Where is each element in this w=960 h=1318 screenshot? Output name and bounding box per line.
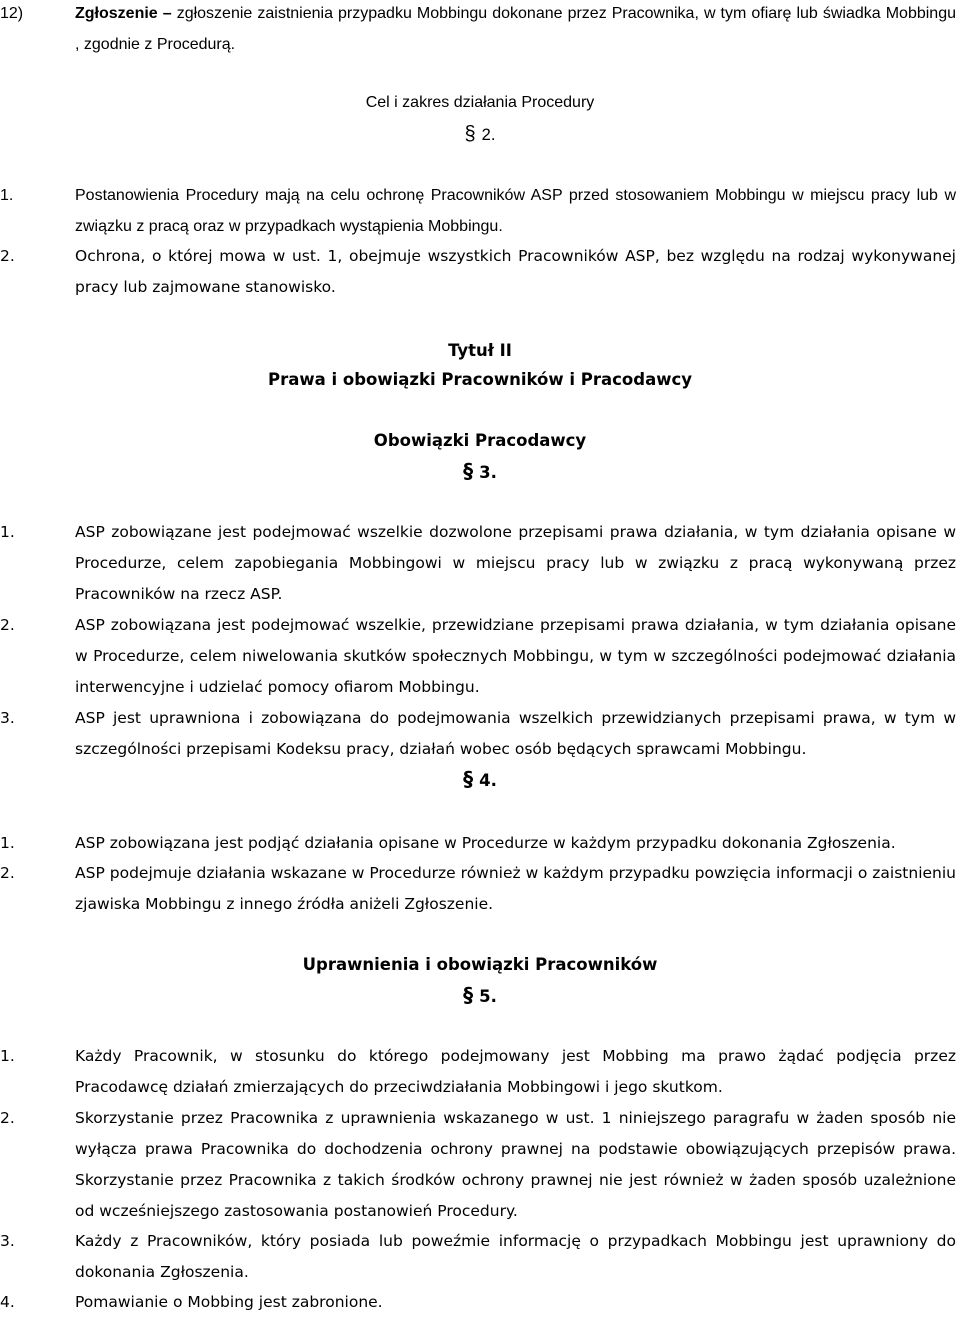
section-3-heading [0,459,960,485]
list-item-text: ASP podejmuje działania wskazane w Procedurze również w każdym przypadku powzięcia informacji o zaistnieniu zjawiska Mobbingu z innego źródła aniżeli Zgłoszenie. [75,864,956,913]
definition-number: 12) [0,5,24,22]
list-item-text: Pomawianie o Mobbing jest zabronione. [75,1293,383,1311]
heading-obowiazki-pracodawcy: Obowiązki Pracodawcy [373,431,587,450]
list-item-text: Skorzystanie przez Pracownika z uprawnienia wskazanego w ust. 1 niniejszego paragrafu w żaden sposób nie wyłącza prawa Pracownika do dochodzenia ochrony prawnej na podstawie obowiązujących przepisów prawa. Skorzystanie przez Pracownika z takich środków ochrony prawnej nie jest również w żaden sposób uzależnione od wcześniejszego zastosowania postanowień Procedury. [75,1109,956,1220]
list-item-number: 1. [0,1047,15,1065]
section-number: 2. [481,126,496,144]
list-item-text: Każdy z Pracowników, który posiada lub poweźmie informację o przypadkach Mobbingu jest uprawniony do dokonania Zgłoszenia. [75,1232,956,1281]
list-item-text: ASP zobowiązane jest podejmować wszelkie dozwolone przepisami prawa działania, w tym działania opisane w Procedurze, celem zapobiegania Mobbingowi w miejscu pracy lub w związku z pracą wykonywaną przez Pracowników na rzecz ASP. [75,523,956,603]
title-ii-subtitle: Prawa i obowiązki Pracowników i Pracodawcy [268,370,692,389]
list-item-number: 2. [0,1109,15,1127]
paragraph-sign-icon: § [463,767,474,791]
list-item-number: 3. [0,709,15,727]
section-2-heading [0,122,960,147]
definition-text: zgłoszenie zaistnienia przypadku Mobbingu dokonane przez Pracownika, w tym ofiarę lub świadka Mobbingu , zgodnie z Procedurą. [75,5,956,53]
heading-uprawnienia: Uprawnienia i obowiązki Pracowników [302,955,658,974]
section-5-heading [0,983,960,1009]
list-item-text: ASP jest uprawniona i zobowiązana do podejmowania wszelkich przewidzianych przepisami prawa, w tym w szczególności przepisami Kodeksu pracy, działań wobec osób będących sprawcami Mobbingu. [75,709,956,758]
heading-cel-i-zakres: Cel i zakres działania Procedury [365,94,595,111]
list-item-number: 2. [0,616,15,634]
definition-term: Zgłoszenie – [75,5,172,22]
title-ii: Tytuł II [448,341,512,360]
list-item-number: 4. [0,1293,15,1311]
list-item-text: Ochrona, o której mowa w ust. 1, obejmuje wszystkich Pracowników ASP, bez względu na rodzaj wykonywanej pracy lub zajmowane stanowisko. [75,247,956,296]
section-4-heading [0,767,960,793]
list-item-text: Postanowienia Procedury mają na celu ochronę Pracowników ASP przed stosowaniem Mobbingu w miejscu pracy lub w związku z pracą oraz w przypadkach wystąpienia Mobbingu. [75,187,956,235]
list-item-number: 1. [0,523,15,541]
section-number: 4. [479,771,497,790]
paragraph-sign-icon: § [463,983,474,1007]
list-item-text: ASP zobowiązana jest podjąć działania opisane w Procedurze w każdym przypadku dokonania Zgłoszenia. [75,834,896,852]
paragraph-sign-icon: § [463,459,474,483]
list-item-number: 3. [0,1232,15,1250]
list-item-number: 2. [0,247,15,265]
list-item-number: 1. [0,187,14,204]
paragraph-sign-icon: § [464,123,476,145]
list-item-number: 1. [0,834,15,852]
list-item-text: ASP zobowiązana jest podejmować wszelkie, przewidziane przepisami prawa działania, w tym działania opisane w Procedurze, celem niwelowania skutków społecznych Mobbingu, w tym w szczególności podejmować działania interwencyjne i udzielać pomocy ofiarom Mobbingu. [75,616,956,696]
list-item-text: Każdy Pracownik, w stosunku do którego podejmowany jest Mobbing ma prawo żądać podjęcia przez Pracodawcę działań zmierzających do przeciwdziałania Mobbingowi i jego skutkom. [75,1047,956,1096]
section-number: 3. [479,463,497,482]
section-number: 5. [479,987,497,1006]
list-item-number: 2. [0,864,15,882]
